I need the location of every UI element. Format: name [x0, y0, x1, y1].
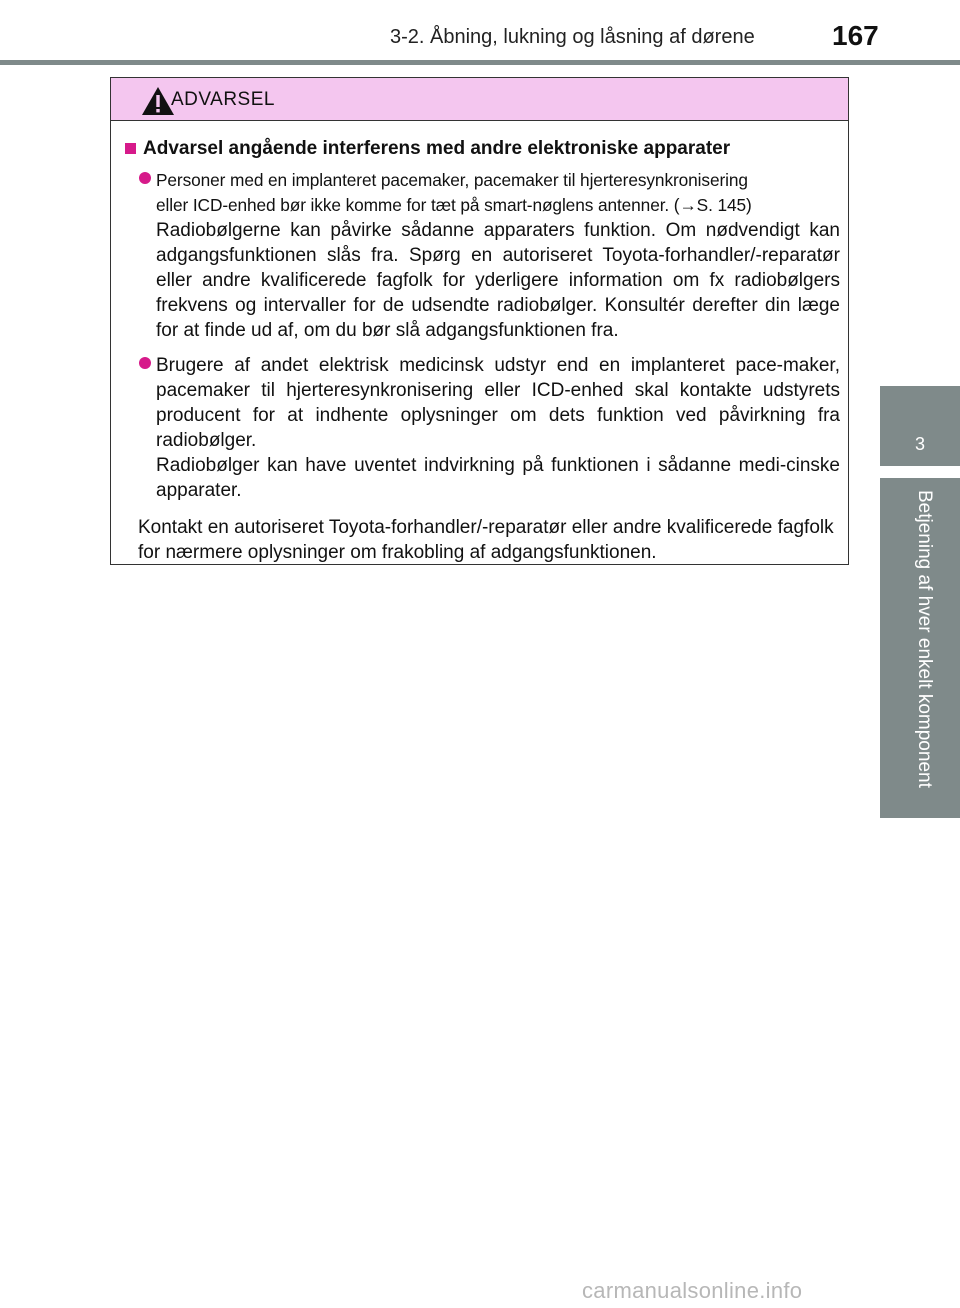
- warning-title: ADVARSEL: [171, 89, 275, 110]
- bullet-1-line-1: Personer med en implanteret pacemaker, pacemaker til hjerteresynkronisering: [156, 170, 748, 190]
- round-bullet-icon: [139, 172, 151, 184]
- section-heading-text: Advarsel angående interferens med andre elektroniske apparater: [143, 138, 731, 159]
- list-item: [125, 168, 840, 343]
- warning-box: [110, 77, 849, 565]
- chapter-label-tab: [880, 478, 960, 818]
- chapter-number: 3: [914, 434, 925, 454]
- list-item: [125, 353, 840, 503]
- header-rule: [0, 60, 960, 65]
- running-header: 3-2. Åbning, lukning og låsning af dørene: [390, 26, 755, 48]
- chapter-label: Betjening af hver enkelt komponent: [914, 490, 935, 788]
- round-bullet-icon: [139, 357, 151, 369]
- section-heading: [125, 138, 840, 160]
- warning-triangle-icon: [141, 86, 175, 116]
- warning-section: [125, 138, 840, 565]
- bullet-1-line-2: eller ICD-enhed bør ikke komme for tæt på smart-nøglens antenner. (→S. 145): [156, 195, 752, 215]
- warning-header: [111, 78, 848, 121]
- square-bullet-icon: [125, 143, 136, 154]
- page-number: 167: [832, 20, 879, 51]
- bullet-2-note: Radiobølger kan have uventet indvirkning på funktionen i sådanne medi-cinske apparater.: [156, 455, 840, 501]
- bullet-2-text: Brugere af andet elektrisk medicinsk udstyr end en implanteret pace-maker, pacemaker til hjerteresynkronisering eller ICD-enhed skal kontakte udstyrets producent for at indhente oplysninger om dets funktion ved påvirkning fra radiobølger.: [156, 355, 840, 451]
- bullet-1-text: Radiobølgerne kan påvirke sådanne apparaters funktion. Om nødvendigt kan adgangsfunktionen slås fra. Spørg en autoriseret Toyota-forhandler/-reparatør eller andre kvalificerede fagfolk for yderligere information om fx radiobølgers frekvens og intervaller for de udsendte radiobølger. Konsultér derefter din læge for at finde ud af, om du bør slå adgangsfunktionen fra.: [156, 220, 840, 341]
- contact-text: Kontakt en autoriseret Toyota-forhandler/-reparatør eller andre kvalificerede fagfolk for nærmere oplysninger om frakobling af adgangsfunktionen.: [138, 517, 834, 563]
- chapter-tab: [880, 386, 960, 466]
- watermark: carmanualsonline.info: [582, 1278, 803, 1303]
